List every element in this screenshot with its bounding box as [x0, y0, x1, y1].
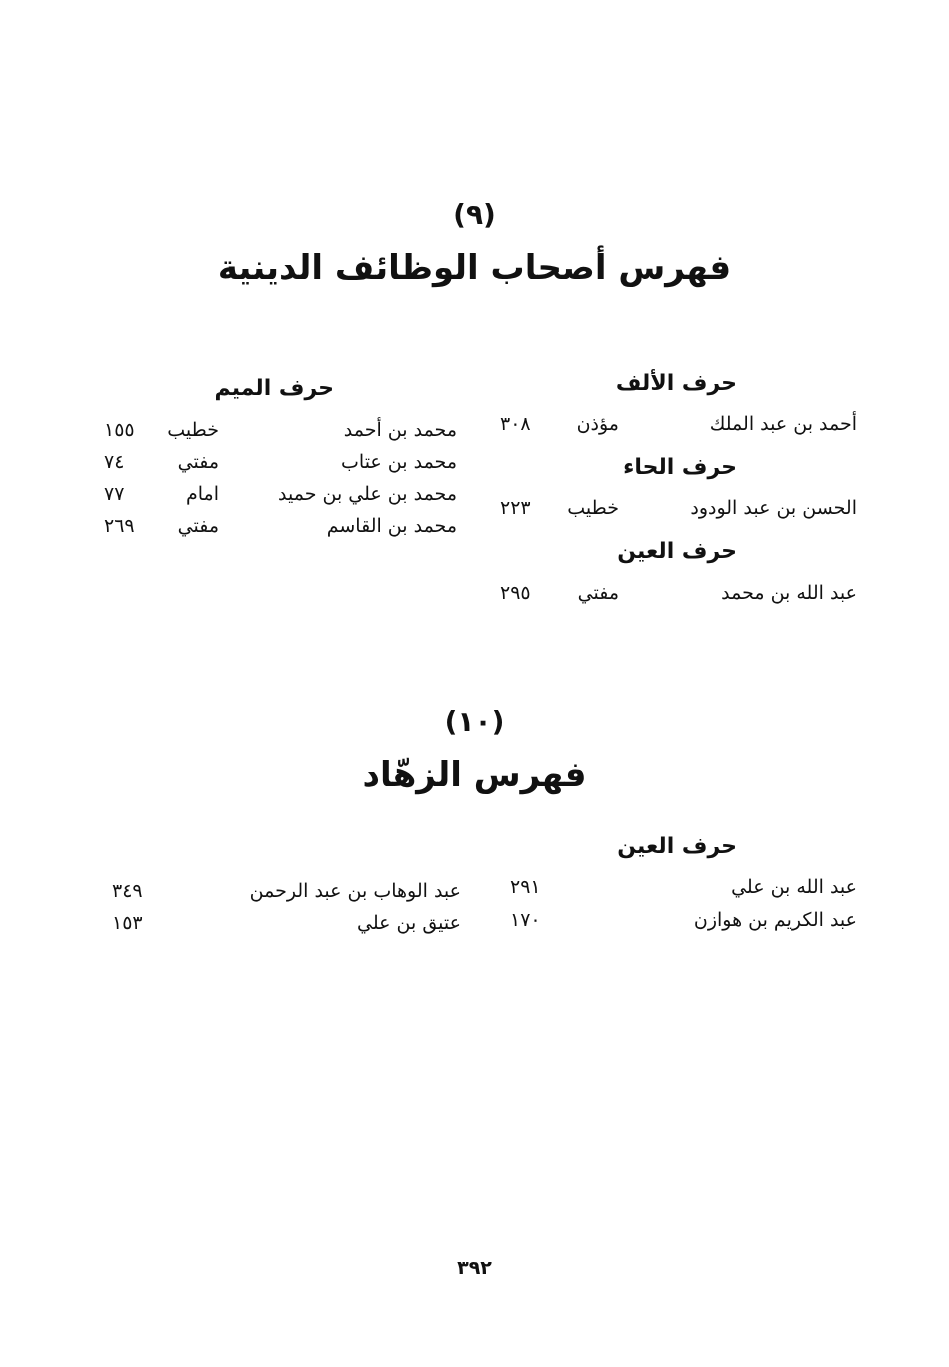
- letter-heading-alif: حرف الألف: [615, 371, 737, 396]
- entry-role: مفتي: [177, 451, 219, 473]
- entry-page: ٧٧: [104, 483, 125, 505]
- entry-page: ٢٩١: [510, 876, 541, 898]
- entry-page: ٢٢٣: [500, 497, 531, 519]
- letter-heading-ain: حرف العين: [617, 539, 737, 564]
- entry-name: عتيق بن علي: [357, 912, 461, 934]
- entry-page: ٣٤٩: [112, 880, 143, 902]
- entry-name: عبد الكريم بن هوازن: [693, 909, 857, 931]
- letter-heading-haa: حرف الحاء: [623, 455, 737, 480]
- entry-role: مفتي: [577, 582, 619, 604]
- entry-name: محمد بن أحمد: [343, 419, 457, 441]
- entry-page: ٢٦٩: [104, 515, 135, 537]
- entry-name: محمد بن علي بن حميد: [278, 483, 457, 505]
- entry-role: مؤذن: [576, 413, 619, 435]
- entry-name: عبد الله بن علي: [731, 876, 857, 898]
- page-number: ٣٩٢: [457, 1257, 492, 1279]
- entry-name: محمد بن عتاب: [341, 451, 457, 473]
- entry-role: خطيب: [567, 497, 619, 519]
- section-9-number: (٩): [453, 198, 496, 231]
- entry-page: ٢٩٥: [500, 582, 531, 604]
- section-9-title: فهرس أصحاب الوظائف الدينية: [217, 248, 732, 288]
- section-10-title: فهرس الزهّاد: [362, 755, 587, 795]
- entry-page: ١٥٣: [112, 912, 143, 934]
- entry-role: خطيب: [167, 419, 219, 441]
- entry-page: ١٥٥: [104, 419, 135, 441]
- section-10-number: (١٠): [444, 705, 505, 738]
- entry-page: ٧٤: [104, 451, 125, 473]
- entry-role: مفتي: [177, 515, 219, 537]
- letter-heading-meem: حرف الميم: [214, 376, 334, 401]
- entry-name: الحسن بن عبد الودود: [690, 497, 857, 519]
- entry-name: عبد الوهاب بن عبد الرحمن: [249, 880, 461, 902]
- entry-name: عبد الله بن محمد: [721, 582, 857, 604]
- entry-page: ١٧٠: [510, 909, 541, 931]
- entry-role: امام: [185, 483, 219, 505]
- entry-page: ٣٠٨: [500, 413, 531, 435]
- entry-name: محمد بن القاسم: [326, 515, 457, 537]
- letter-heading-ain: حرف العين: [617, 834, 737, 859]
- entry-name: أحمد بن عبد الملك: [709, 413, 857, 435]
